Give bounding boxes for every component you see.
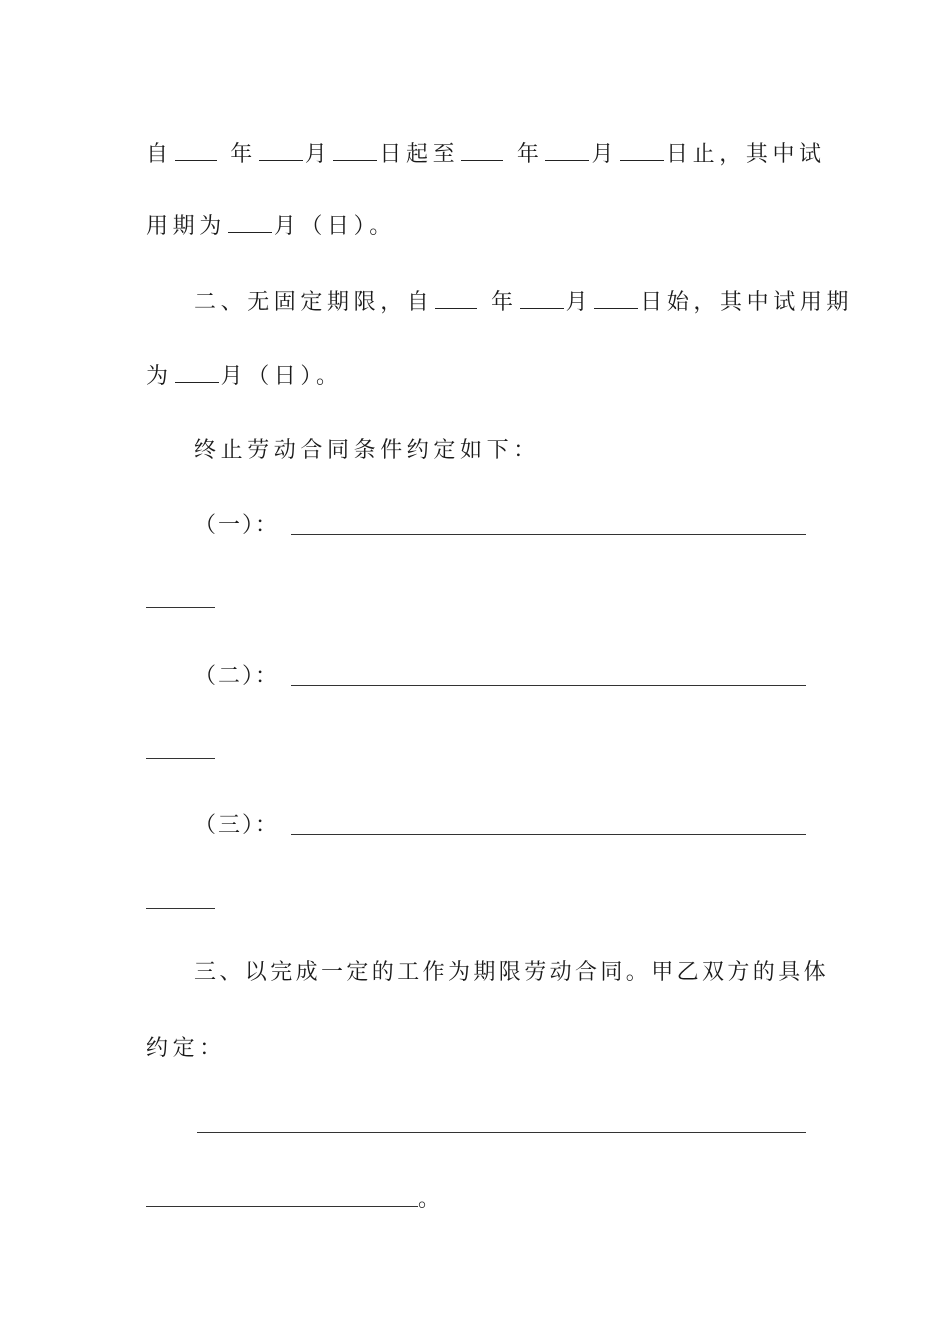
month-blank[interactable] [545, 134, 589, 161]
month-blank[interactable] [259, 134, 303, 161]
end-mark: 。 [418, 1187, 445, 1212]
agreement-blank-line-cont[interactable] [146, 1206, 418, 1207]
term-task-line-1: 三、以完成一定的工作为期限劳动合同。甲乙双方的具体 [194, 960, 830, 985]
text: 日止，其中试 [666, 142, 826, 167]
text: 月 [304, 142, 332, 167]
term-fixed-line-2 [146, 206, 806, 246]
condition-item-3: （三）： [194, 813, 280, 838]
text: 月（日）。 [273, 214, 396, 239]
day-blank[interactable] [620, 134, 664, 161]
condition-3-blank-line[interactable] [291, 834, 806, 835]
termination-heading: 终止劳动合同条件约定如下： [194, 438, 540, 463]
term-task-line-2: 约定： [146, 1036, 226, 1061]
month-blank[interactable] [520, 282, 564, 309]
agreement-blank-line[interactable] [197, 1132, 806, 1133]
text: 月（日）。 [220, 364, 343, 389]
year-blank[interactable] [175, 134, 217, 161]
day-blank[interactable] [594, 282, 638, 309]
condition-item-2: （二）： [194, 664, 280, 689]
condition-item-1: （一）： [194, 513, 280, 538]
condition-2-blank-line[interactable] [291, 685, 806, 686]
text: 为 [146, 364, 173, 389]
text: 年 [491, 290, 518, 315]
term-open-line-2 [146, 356, 806, 396]
probation-blank[interactable] [228, 206, 272, 233]
text: 日始，其中试用期 [640, 290, 854, 315]
text: 自 [146, 142, 173, 167]
text: 月 [591, 142, 619, 167]
condition-2-blank-line-cont[interactable] [146, 758, 215, 759]
text: 月 [565, 290, 593, 315]
condition-3-blank-line-cont[interactable] [146, 908, 215, 909]
condition-1-blank-line[interactable] [291, 534, 806, 535]
term-fixed-line-1 [146, 134, 826, 174]
condition-1-blank-line-cont[interactable] [146, 607, 215, 608]
year-blank[interactable] [461, 134, 503, 161]
probation-blank[interactable] [175, 356, 219, 383]
text: 日起至 [379, 142, 460, 167]
text: 年 [516, 142, 544, 167]
year-blank[interactable] [435, 282, 477, 309]
text: 二、无固定期限，自 [194, 290, 434, 315]
text: 年 [230, 142, 257, 167]
text: 用期为 [146, 214, 226, 239]
day-blank[interactable] [333, 134, 377, 161]
term-open-line-1 [194, 282, 854, 322]
